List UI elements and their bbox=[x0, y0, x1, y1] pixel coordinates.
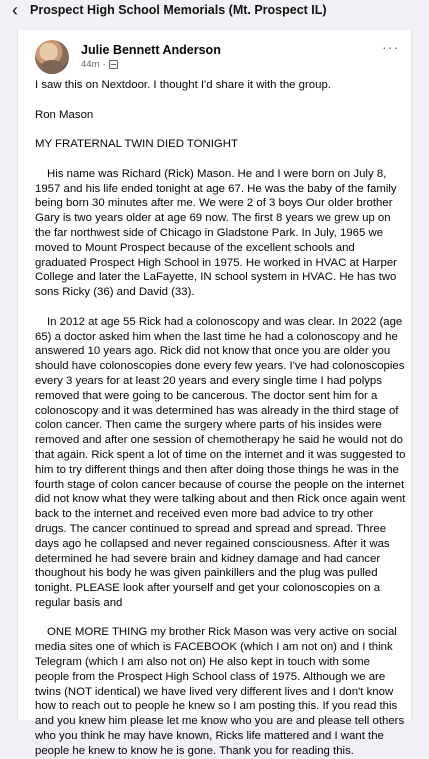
post-header bbox=[18, 30, 411, 78]
author-name[interactable]: Julie Bennett Anderson bbox=[81, 43, 221, 57]
ellipsis-icon[interactable]: ··· bbox=[382, 39, 399, 55]
chevron-left-icon[interactable]: ‹ bbox=[12, 0, 18, 20]
meta-separator: · bbox=[102, 59, 106, 70]
post-card bbox=[17, 30, 412, 757]
post-heading: MY FRATERNAL TWIN DIED TONIGHT bbox=[35, 138, 238, 151]
post-paragraph-2: In 2012 at age 55 Rick had a colonoscopy and was clear. In 2022 (age 65) a doctor asked him when the last time he had a colonoscopy and he answered 10 years ago. Rick did not know that once you are older you should have colonoscopies done every few years. I've had colonoscopies every 3 years for at least 20 years and every single time I had polyps removed that were going to be cancerous. The doctor sent him for a colonoscopy and it was determined has was already in the third stage of colon cancer. Then came the surgery where parts of his insides were removed and after one session of chemotherapy he said he would not do that again. Rick spent a lot of time on the internet and it was suggested to him to try different things and then after doing those things he was in the fourth stage of colon cancer because of course the people on the internet did not know what they were talking about and then Rick once again went back to the internet and received even more bad advice to try other drugs. The cancer continued to spread and spread and spread. Three days ago he collapsed and never regained consciousness. After it was determined he had severe brain and kidney damage and had cancer thoughout his body he was given painkillers and the plug was pulled tonight. PLEASE look after yourself and get your colonoscopies on a regular basis and bbox=[35, 315, 406, 609]
group-audience-icon bbox=[109, 60, 118, 69]
post-body bbox=[35, 78, 407, 759]
top-bar bbox=[0, 0, 429, 20]
group-title[interactable]: Prospect High School Memorials (Mt. Prospect IL) bbox=[30, 3, 327, 17]
post-paragraph-3: ONE MORE THING my brother Rick Mason was very active on social media sites one of which is FACEBOOK (which I am not on) and I think Telegram (which I am also not on) He also kept in touch with some people from the Prospect High School class of 1975. Although we are twins (NOT identical) we have lived very different lives and I don't know how to reach out to people he knew so I am posting this. If you read this and you knew him please let me know who you are and please tell others who you think he may have known, Ricks life mattered and I want the people he knew to know he is gone. Thank you for reading this. bbox=[35, 626, 405, 757]
post-byline: Ron Mason bbox=[35, 108, 94, 121]
post-meta bbox=[81, 59, 118, 70]
post-paragraph-1: His name was Richard (Rick) Mason. He and I were born on July 8, 1957 and his life ended tonight at age 67. He was the baby of the family being born 30 minutes after me. We were 2 of 3 boys Our older brother Gary is two years older at age 69 now. The first 8 years we grew up on the far northwest side of Chicago in Gladstone Park. In July, 1965 we moved to Mount Prospect because of the excellent schools and graduated Prospect High School in 1975. He worked in HVAC at Harper College and later the LaFayette, IN school system in HVAC. He has two sons Ricky (36) and David (33). bbox=[35, 167, 397, 299]
avatar[interactable] bbox=[35, 40, 69, 74]
post-time[interactable]: 44m bbox=[81, 59, 100, 70]
post-intro: I saw this on Nextdoor. I thought I'd share it with the group. bbox=[35, 79, 331, 91]
